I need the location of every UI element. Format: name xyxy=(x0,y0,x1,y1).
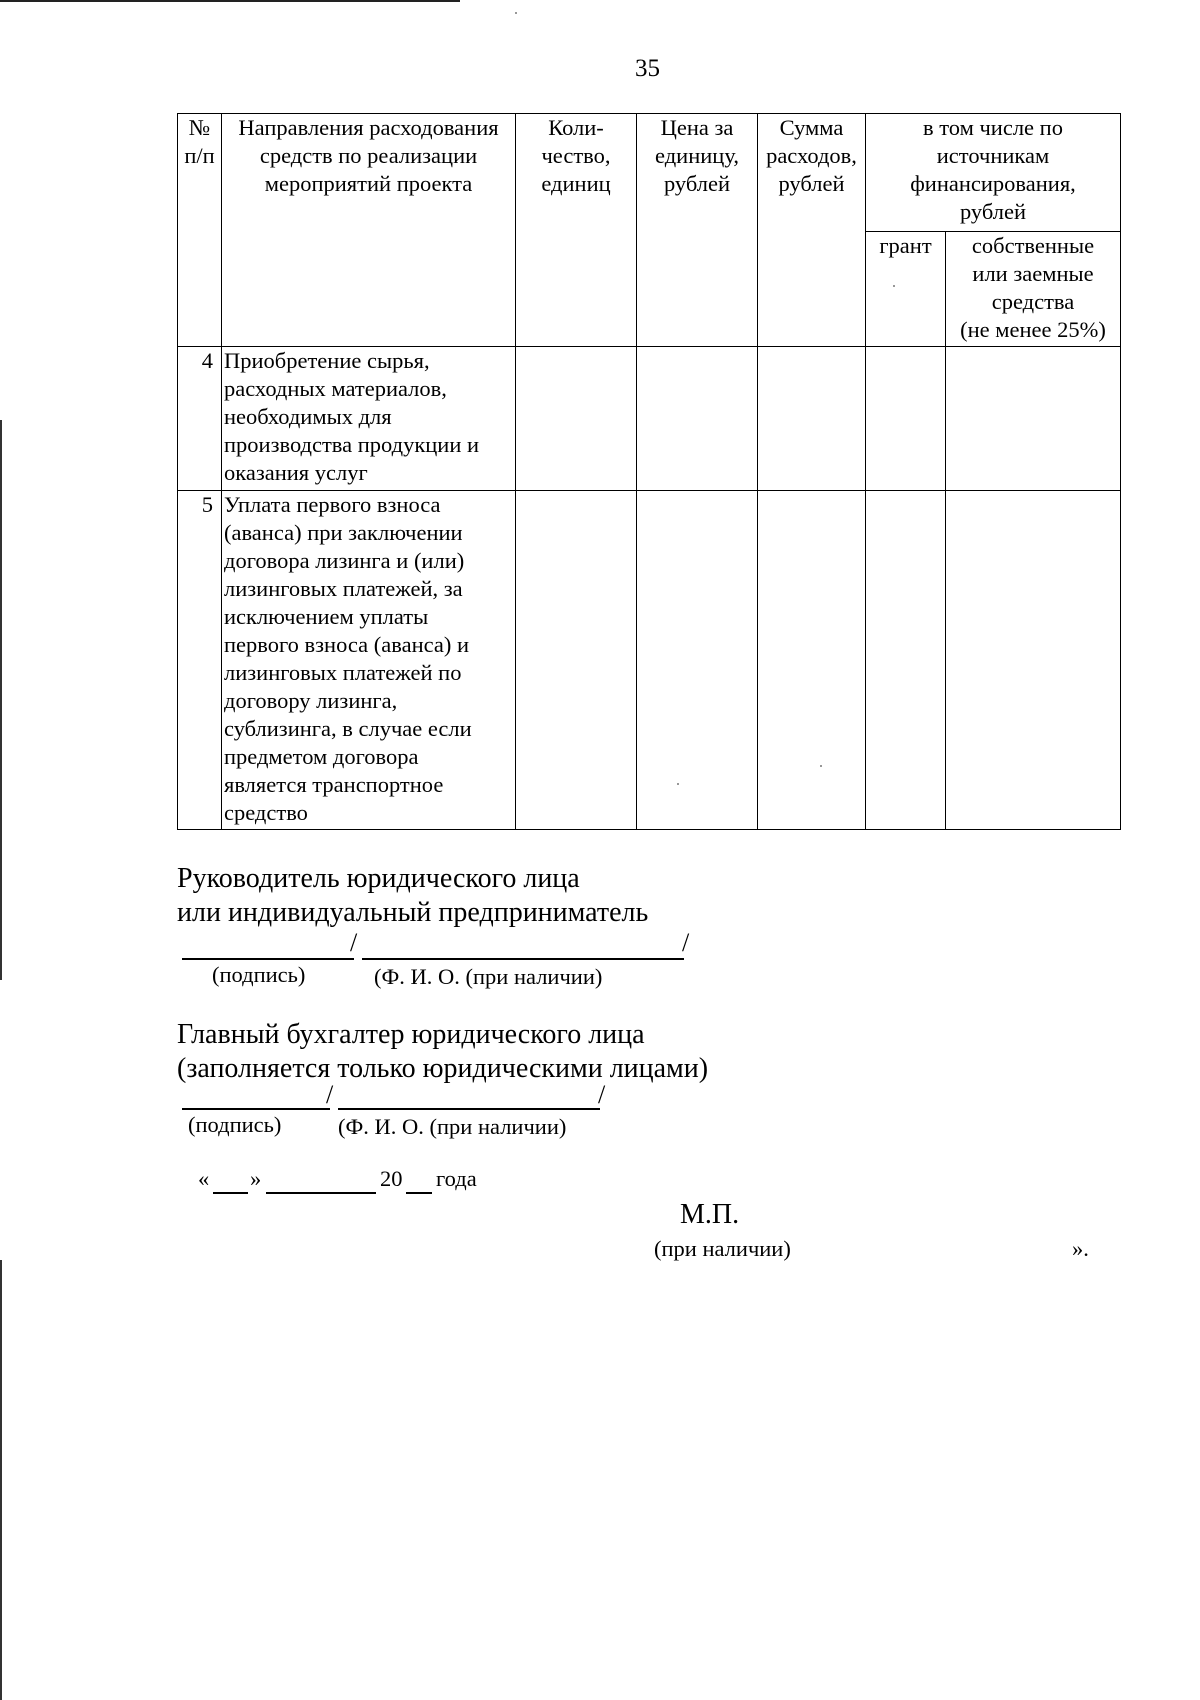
head-signature-line[interactable] xyxy=(182,958,354,960)
row-quantity[interactable] xyxy=(516,347,637,491)
scan-edge-left xyxy=(0,420,2,980)
separator-slash: / xyxy=(326,1080,334,1109)
row-grant[interactable] xyxy=(866,491,946,830)
header-own-funds: собственные или заемные средства (не менее 25%) xyxy=(946,232,1121,347)
table-row xyxy=(178,491,1121,830)
head-title-line1: Руководитель юридического лица xyxy=(177,863,580,894)
date-month-line[interactable] xyxy=(266,1192,376,1194)
scan-edge-left-lower xyxy=(0,1260,2,1700)
head-signature-label: (подпись) xyxy=(212,962,306,987)
scan-edge-top xyxy=(0,0,460,2)
accountant-name-line[interactable] xyxy=(338,1108,600,1110)
date-open-quote: « xyxy=(198,1166,210,1191)
accountant-name-label: (Ф. И. О. (при наличии) xyxy=(338,1114,567,1139)
head-title-line2: или индивидуальный предприниматель xyxy=(177,897,649,928)
header-quantity: Коли- чество, единиц xyxy=(516,114,637,347)
row-sum[interactable] xyxy=(758,347,866,491)
date-year-line[interactable] xyxy=(406,1192,432,1194)
accountant-title-line1: Главный бухгалтер юридического лица xyxy=(177,1019,645,1050)
header-num: № п/п xyxy=(178,114,222,347)
separator-slash: / xyxy=(682,928,690,957)
accountant-signature-label: (подпись) xyxy=(188,1112,282,1137)
page-number: 35 xyxy=(635,55,660,82)
row-quantity[interactable] xyxy=(516,491,637,830)
row-number: 4 xyxy=(178,347,222,491)
date-close-quote: » xyxy=(250,1166,262,1191)
row-own-funds[interactable] xyxy=(946,347,1121,491)
seal-note: (при наличии) xyxy=(654,1236,791,1261)
row-direction: Приобретение сырья, расходных материалов, необходимых для производства продукции и оказания услуг xyxy=(222,347,516,491)
header-sources: в том числе по источникам финансирования, рублей xyxy=(866,114,1121,232)
row-own-funds[interactable] xyxy=(946,491,1121,830)
seal-label: М.П. xyxy=(680,1199,740,1230)
accountant-title-line2: (заполняется только юридическими лицами) xyxy=(177,1053,709,1084)
head-name-label: (Ф. И. О. (при наличии) xyxy=(374,964,603,989)
closing-quote: ». xyxy=(1072,1236,1089,1261)
separator-slash: / xyxy=(598,1080,606,1109)
separator-slash: / xyxy=(350,928,358,957)
row-price[interactable] xyxy=(637,347,758,491)
header-direction: Направления расходования средств по реализации мероприятий проекта xyxy=(222,114,516,347)
row-direction: Уплата первого взноса (аванса) при заключении договора лизинга и (или) лизинговых платежей, за исключением уплаты первого взноса (аванса) и лизинговых платежей по договору лизинга, сублизинга, в случае если предметом договора является транспортное средство xyxy=(222,491,516,830)
header-price: Цена за единицу, рублей xyxy=(637,114,758,347)
scan-speck xyxy=(515,12,517,14)
head-name-line[interactable] xyxy=(362,958,684,960)
date-day-line[interactable] xyxy=(213,1192,248,1194)
row-number: 5 xyxy=(178,491,222,830)
accountant-signature-line[interactable] xyxy=(182,1108,330,1110)
date-year-prefix: 20 xyxy=(380,1166,403,1191)
row-sum[interactable] xyxy=(758,491,866,830)
date-year-suffix: года xyxy=(436,1166,477,1191)
header-grant: грант xyxy=(866,232,946,347)
row-price[interactable] xyxy=(637,491,758,830)
header-sum: Сумма расходов, рублей xyxy=(758,114,866,347)
expense-table xyxy=(177,113,1121,830)
row-grant[interactable] xyxy=(866,347,946,491)
table-header-row xyxy=(178,114,1121,232)
table-row xyxy=(178,347,1121,491)
